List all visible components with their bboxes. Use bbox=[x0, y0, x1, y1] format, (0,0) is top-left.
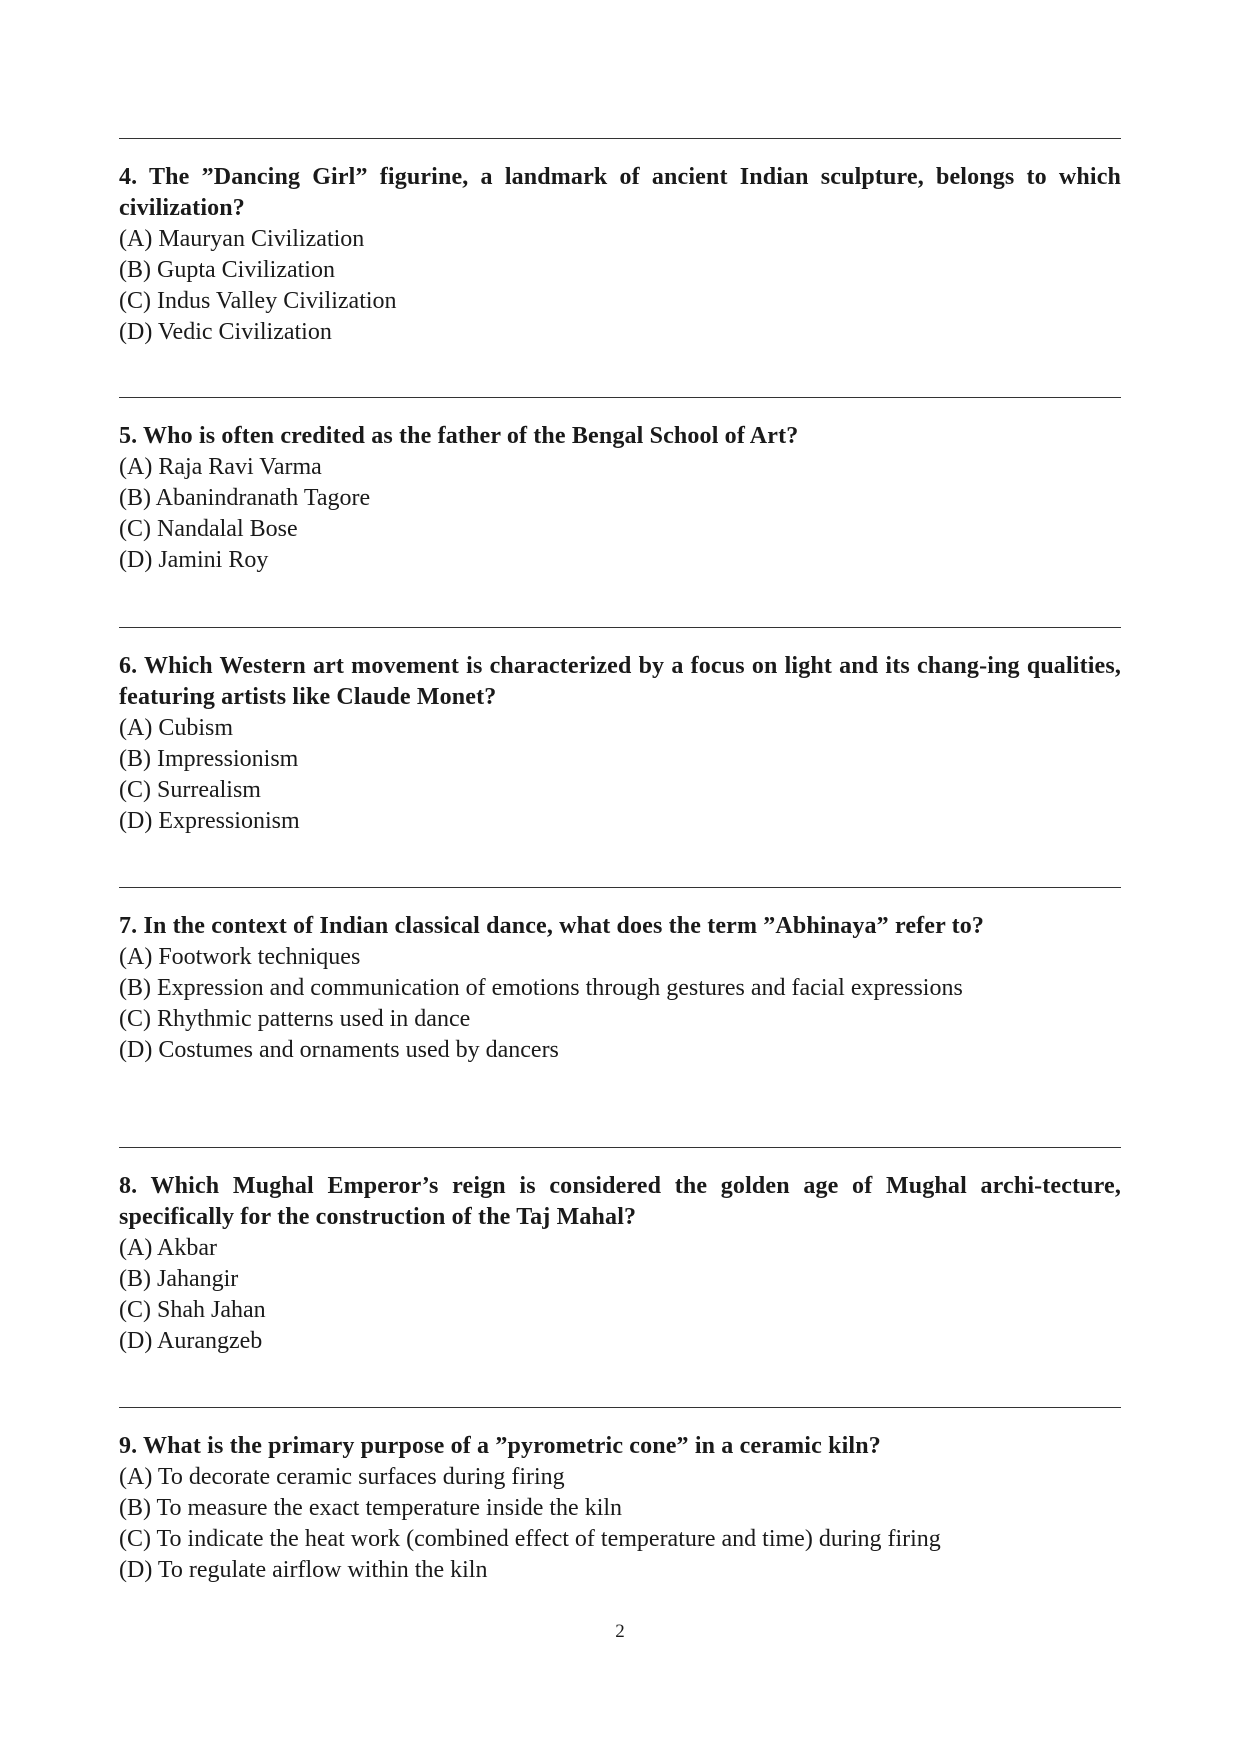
question-number: 7. bbox=[119, 913, 138, 939]
divider bbox=[119, 627, 1121, 628]
option-b: (B) Jahangir bbox=[119, 1266, 239, 1292]
question-number: 4. bbox=[119, 164, 138, 190]
question-text bbox=[119, 1431, 1121, 1462]
question-text bbox=[119, 651, 1121, 713]
divider bbox=[119, 1147, 1121, 1148]
question-7 bbox=[119, 911, 1121, 1066]
question-6 bbox=[119, 651, 1121, 837]
option-d: (D) Expressionism bbox=[119, 808, 300, 834]
question-text bbox=[119, 421, 1121, 452]
option-c: (C) Surrealism bbox=[119, 777, 261, 803]
option-d: (D) Costumes and ornaments used by dancers bbox=[119, 1037, 559, 1063]
option-a: (A) Raja Ravi Varma bbox=[119, 454, 322, 480]
options-list bbox=[119, 1233, 1121, 1357]
options-list bbox=[119, 942, 1121, 1066]
option-c: (C) Shah Jahan bbox=[119, 1297, 266, 1323]
options-list bbox=[119, 713, 1121, 837]
option-a: (A) Footwork techniques bbox=[119, 944, 361, 970]
question-text bbox=[119, 1171, 1121, 1233]
option-d: (D) To regulate airflow within the kiln bbox=[119, 1557, 488, 1583]
option-c: (C) Rhythmic patterns used in dance bbox=[119, 1006, 471, 1032]
divider bbox=[119, 138, 1121, 139]
question-prompt: Which Western art movement is characterized by a focus on light and its chang-ing qualities, featuring artists like Claude Monet? bbox=[119, 653, 1122, 710]
option-a: (A) Mauryan Civilization bbox=[119, 226, 365, 252]
option-b: (B) Abanindranath Tagore bbox=[119, 485, 371, 511]
option-a: (A) Cubism bbox=[119, 715, 233, 741]
question-text bbox=[119, 162, 1121, 224]
divider bbox=[119, 1407, 1121, 1408]
option-c: (C) Indus Valley Civilization bbox=[119, 288, 397, 314]
option-d: (D) Jamini Roy bbox=[119, 547, 269, 573]
question-prompt: Who is often credited as the father of the Bengal School of Art? bbox=[143, 423, 799, 449]
option-d: (D) Aurangzeb bbox=[119, 1328, 263, 1354]
question-number: 8. bbox=[119, 1173, 138, 1199]
options-list bbox=[119, 1462, 1121, 1586]
question-prompt: Which Mughal Emperor’s reign is considered the golden age of Mughal archi-tecture, specifically for the construction of the Taj Mahal? bbox=[119, 1173, 1121, 1230]
option-b: (B) To measure the exact temperature inside the kiln bbox=[119, 1495, 623, 1521]
option-b: (B) Gupta Civilization bbox=[119, 257, 335, 283]
question-number: 6. bbox=[119, 653, 138, 679]
option-a: (A) Akbar bbox=[119, 1235, 217, 1261]
option-c: (C) Nandalal Bose bbox=[119, 516, 298, 542]
question-9 bbox=[119, 1431, 1121, 1586]
options-list bbox=[119, 224, 1121, 348]
option-b: (B) Impressionism bbox=[119, 746, 299, 772]
question-5 bbox=[119, 421, 1121, 576]
question-8 bbox=[119, 1171, 1121, 1357]
question-prompt: In the context of Indian classical dance, what does the term ”Abhinaya” refer to? bbox=[143, 913, 985, 939]
divider bbox=[119, 397, 1121, 398]
question-number: 9. bbox=[119, 1433, 138, 1459]
option-c: (C) To indicate the heat work (combined effect of temperature and time) during firing bbox=[119, 1526, 941, 1552]
question-4 bbox=[119, 162, 1121, 348]
options-list bbox=[119, 452, 1121, 576]
option-d: (D) Vedic Civilization bbox=[119, 319, 332, 345]
divider bbox=[119, 887, 1121, 888]
question-prompt: The ”Dancing Girl” figurine, a landmark of ancient Indian sculpture, belongs to which civilization? bbox=[119, 164, 1121, 221]
question-prompt: What is the primary purpose of a ”pyrometric cone” in a ceramic kiln? bbox=[143, 1433, 881, 1459]
page-number: 2 bbox=[615, 1621, 625, 1642]
question-text bbox=[119, 911, 1121, 942]
option-a: (A) To decorate ceramic surfaces during firing bbox=[119, 1464, 565, 1490]
question-number: 5. bbox=[119, 423, 138, 449]
option-b: (B) Expression and communication of emotions through gestures and facial expressions bbox=[119, 975, 963, 1001]
